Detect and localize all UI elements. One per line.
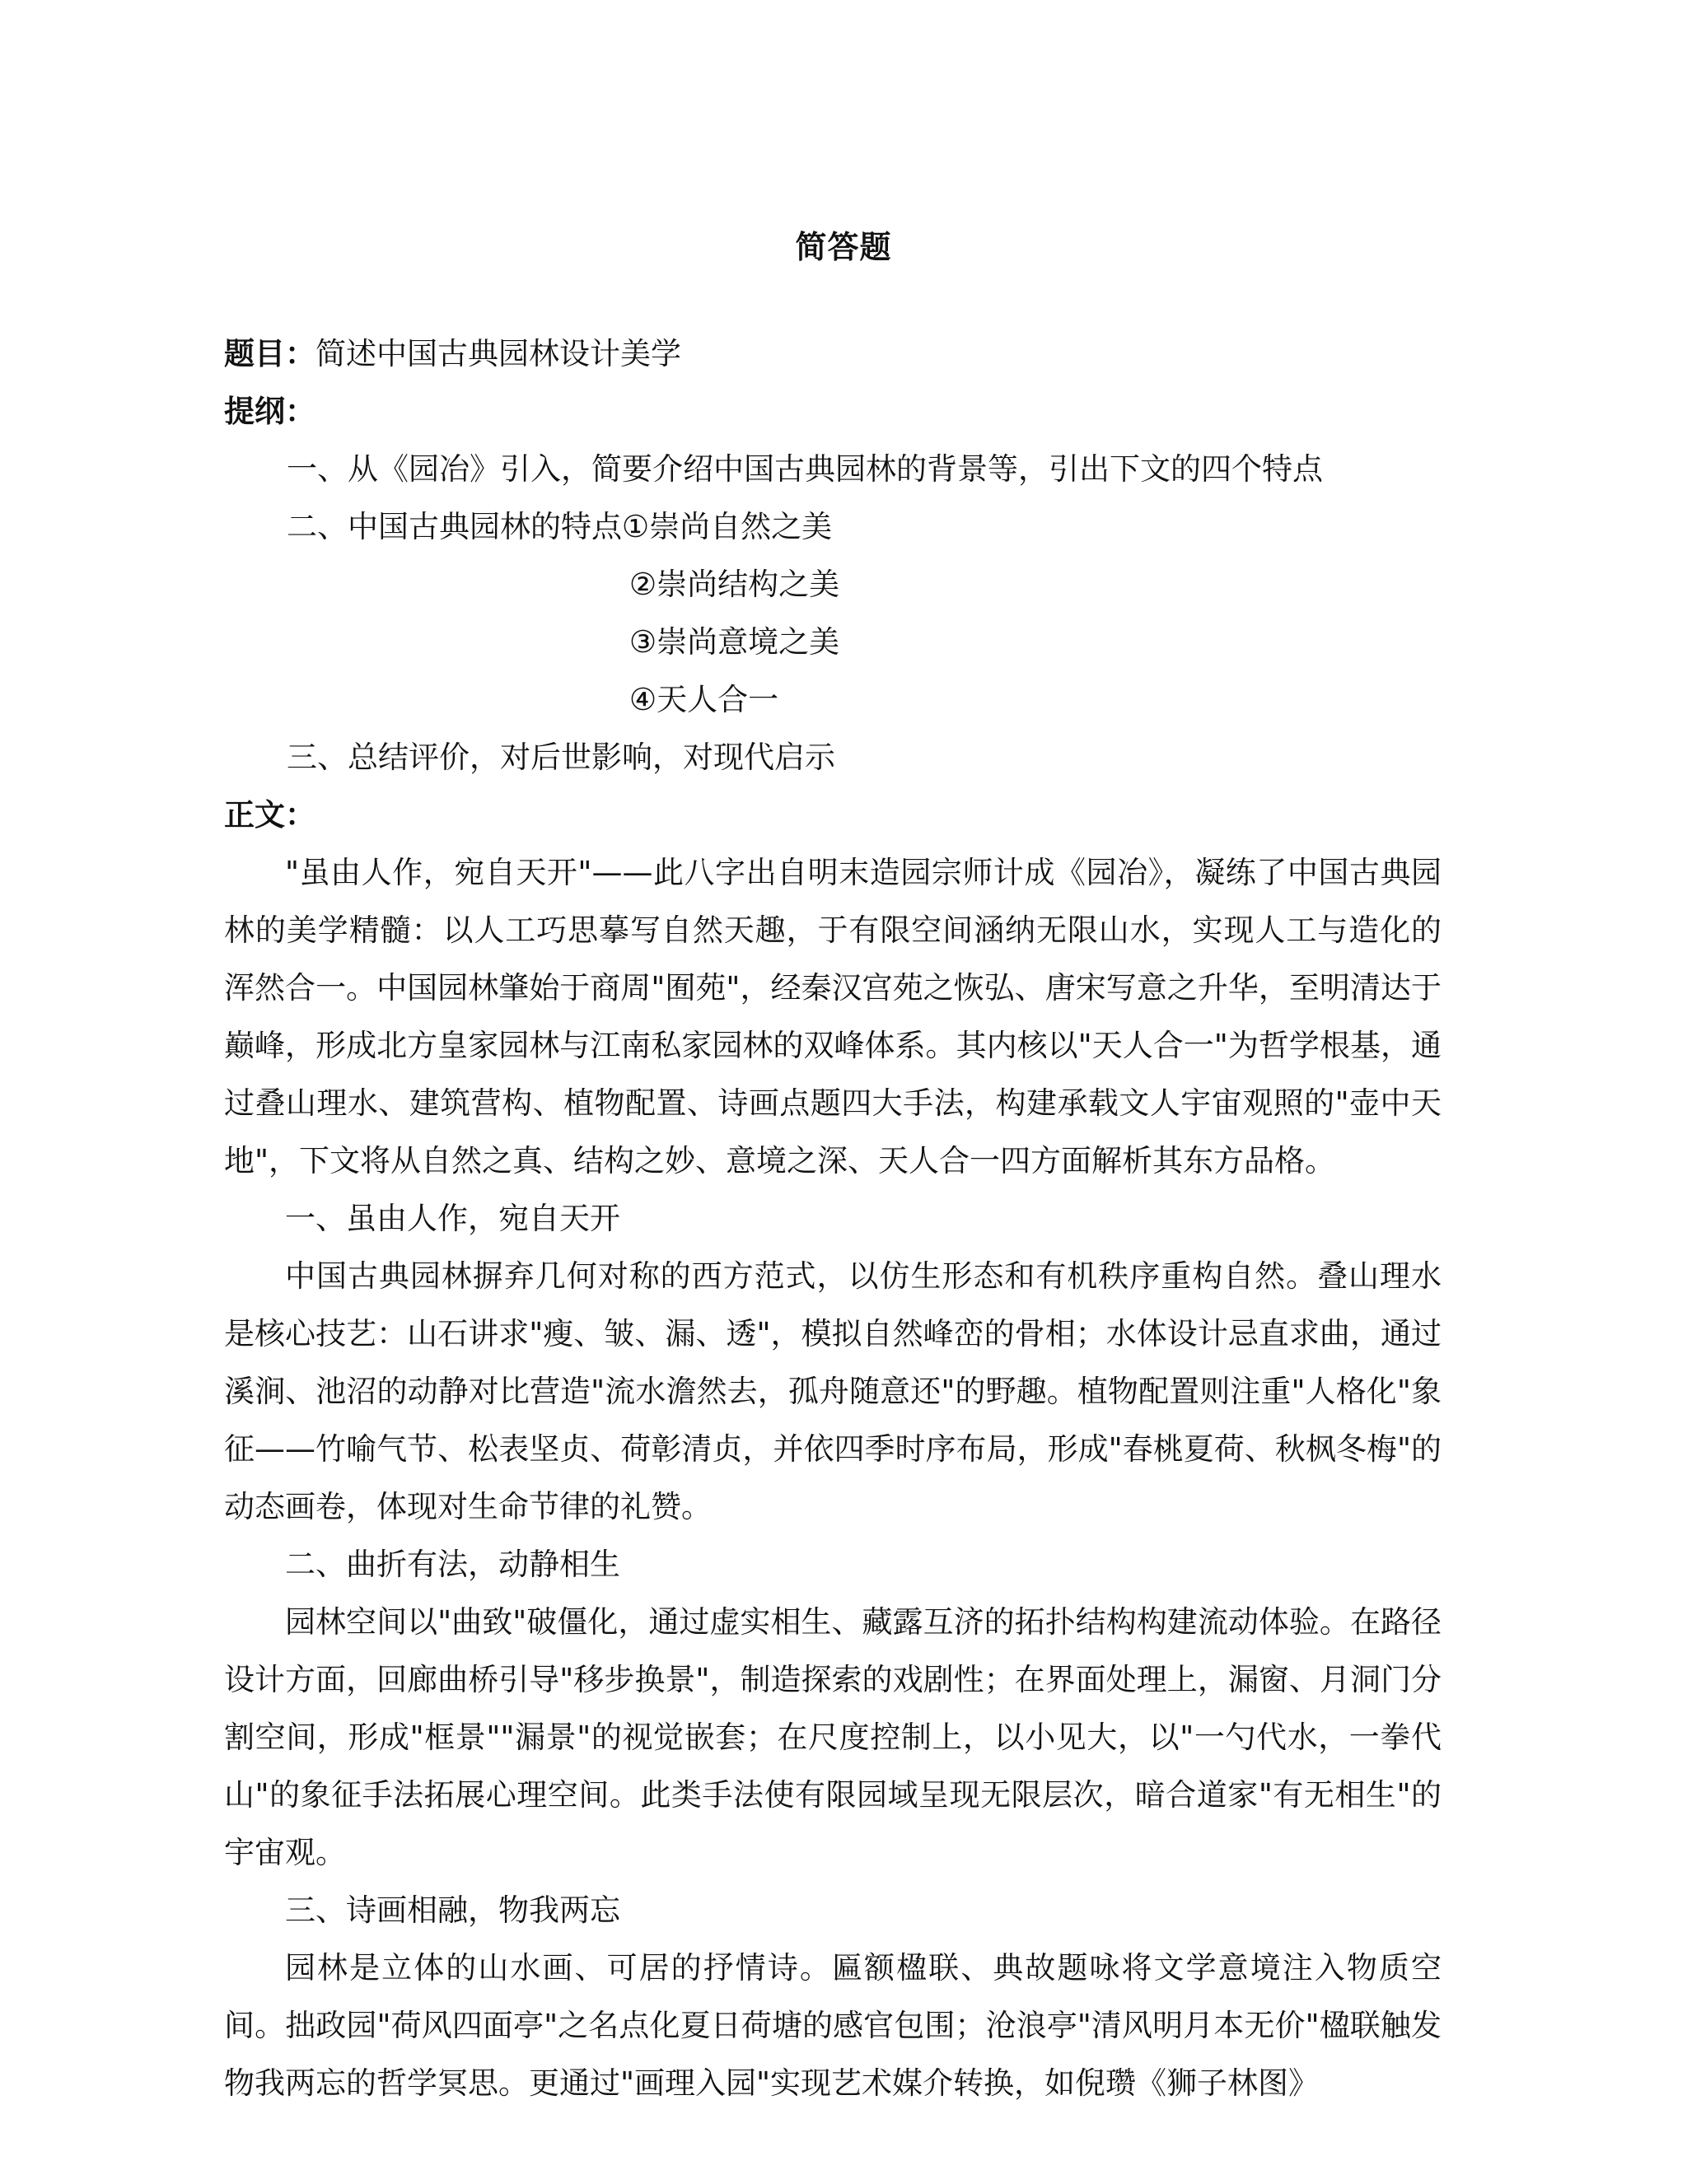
section-heading: 二、曲折有法，动静相生 xyxy=(285,1547,620,1582)
section-paragraph: 园林是立体的山水画、可居的抒情诗。匾额楹联、典故题咏将文学意境注入物质空间。拙政园"荷风四面亭"之名点化夏日荷塘的感官包围；沧浪亭"清风明月本无价"楹联触发物我两忘的哲学冥思。更通过"画理入园"实现艺术媒介转换，如倪瓒《狮子林图》 xyxy=(224,1950,1442,2101)
outline-label: 提纲： xyxy=(224,394,315,429)
document-content xyxy=(224,325,1442,2112)
outline-subitem: ④天人合一 xyxy=(629,682,779,717)
topic-line xyxy=(224,325,1442,383)
outline-item: 一、从《园冶》引入，简要介绍中国古典园林的背景等，引出下文的四个特点 xyxy=(287,451,1323,487)
body-label: 正文： xyxy=(224,797,315,833)
topic-label: 题目： xyxy=(224,336,315,371)
outline-subitem: ②崇尚结构之美 xyxy=(629,567,840,602)
section-paragraph: 园林空间以"曲致"破僵化，通过虚实相生、藏露互济的拓扑结构构建流动体验。在路径设计方面，回廊曲桥引导"移步换景"，制造探索的戏剧性；在界面处理上，漏窗、月洞门分割空间，形成"框景""漏景"的视觉嵌套；在尺度控制上，以小见大，以"一勺代水，一拳代山"的象征手法拓展心理空间。此类手法使有限园域呈现无限层次，暗合道家"有无相生"的宇宙观。 xyxy=(224,1604,1442,1870)
page-title: 简答题 xyxy=(795,229,892,265)
section-heading: 一、虽由人作，宛自天开 xyxy=(285,1201,620,1236)
outline-item: 二、中国古典园林的特点①崇尚自然之美 xyxy=(287,509,833,544)
topic-text: 简述中国古典园林设计美学 xyxy=(315,336,681,371)
section-paragraph: 中国古典园林摒弃几何对称的西方范式，以仿生形态和有机秩序重构自然。叠山理水是核心技艺：山石讲求"瘦、皱、漏、透"，模拟自然峰峦的骨相；水体设计忌直求曲，通过溪涧、池沼的动静对比营造"流水澹然去，孤舟随意还"的野趣。植物配置则注重"人格化"象征——竹喻气节、松表坚贞、荷彰清贞，并依四季时序布局，形成"春桃夏荷、秋枫冬梅"的动态画卷，体现对生命节律的礼赞。 xyxy=(224,1258,1442,1524)
intro-paragraph: "虽由人作，宛自天开"——此八字出自明末造园宗师计成《园冶》，凝练了中国古典园林的美学精髓：以人工巧思摹写自然天趣，于有限空间涵纳无限山水，实现人工与造化的浑然合一。中国园林肇始于商周"囿苑"，经秦汉宫苑之恢弘、唐宋写意之升华，至明清达于巅峰，形成北方皇家园林与江南私家园林的双峰体系。其内核以"天人合一"为哲学根基，通过叠山理水、建筑营构、植物配置、诗画点题四大手法，构建承载文人宇宙观照的"壶中天地"，下文将从自然之真、结构之妙、意境之深、天人合一四方面解析其东方品格。 xyxy=(224,855,1442,1178)
section-heading: 三、诗画相融，物我两忘 xyxy=(285,1892,620,1928)
outline-item: 三、总结评价，对后世影响，对现代启示 xyxy=(287,740,835,775)
outline-subitem: ③崇尚意境之美 xyxy=(629,624,840,660)
